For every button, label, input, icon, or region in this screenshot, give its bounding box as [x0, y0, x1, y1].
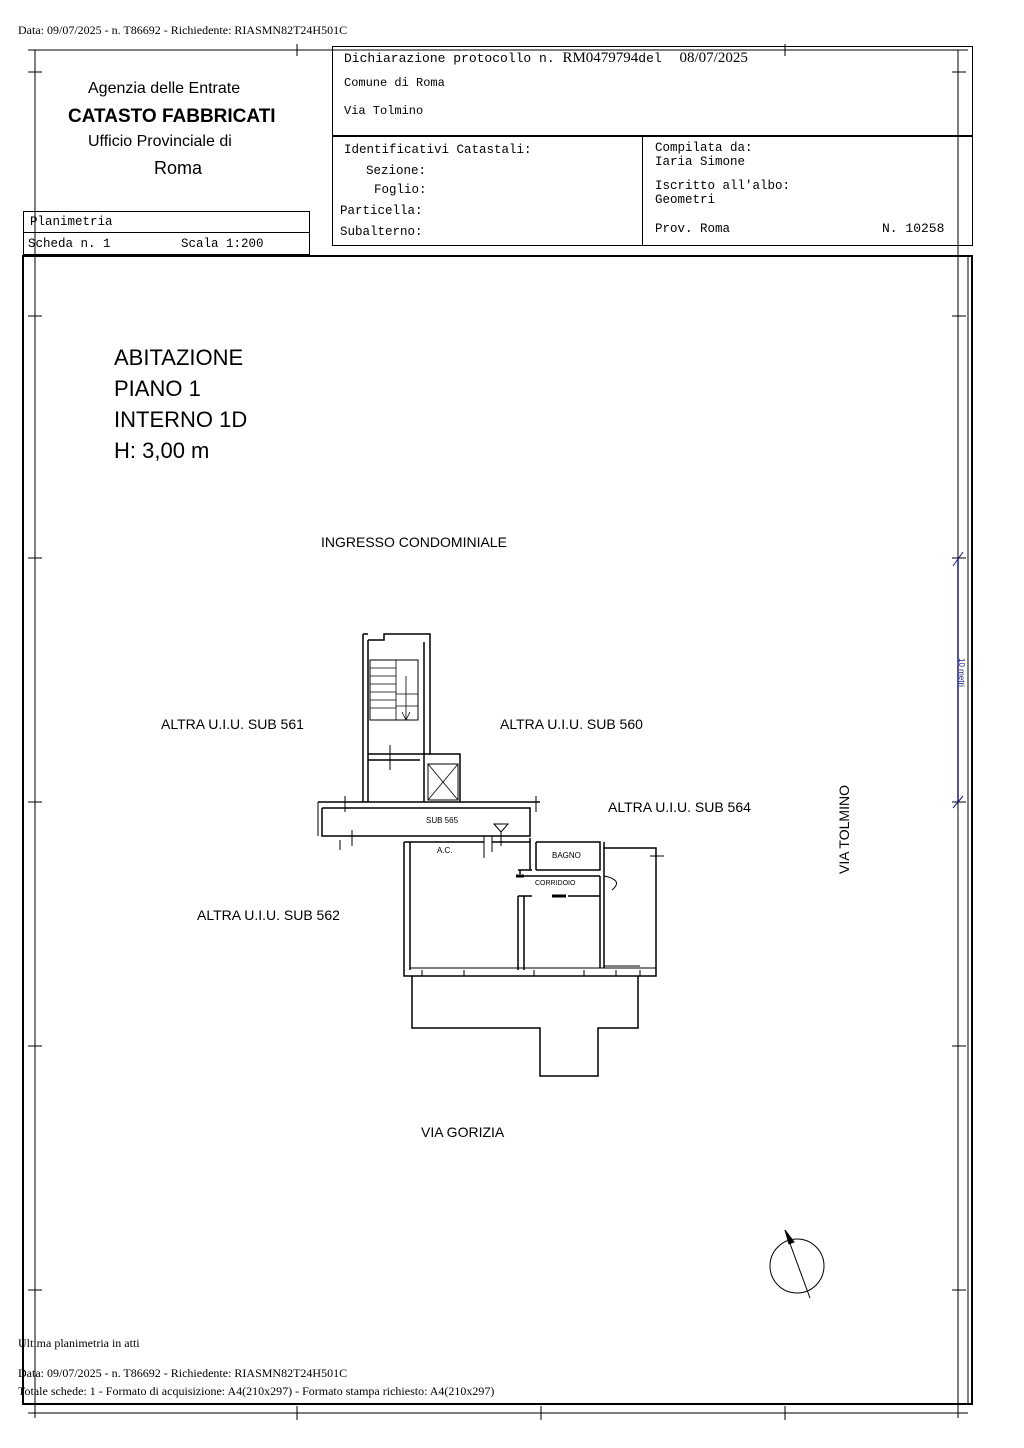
comune: Comune di Roma: [344, 76, 445, 90]
compiled-by-label: Compilata da:: [655, 141, 753, 155]
declaration-number: RM0479794: [562, 50, 639, 66]
label-sub562: ALTRA U.I.U. SUB 562: [197, 907, 340, 923]
declaration-del: del: [638, 51, 662, 66]
subalterno-label: Subalterno:: [340, 225, 423, 239]
compiler-name: Iaria Simone: [655, 155, 746, 169]
footer-totale-line: Totale schede: 1 - Formato di acquisizione: A4(210x297) - Formato stampa richiesto: A4(210x297): [18, 1384, 495, 1398]
ufficio-city: Roma: [154, 158, 203, 178]
header-request-line: Data: 09/07/2025 - n. T86692 - Richiedente: RIASMN82T24H501C: [18, 23, 348, 37]
unit-height: H: 3,00 m: [114, 438, 210, 463]
albo-label: Iscritto all'albo:: [655, 179, 791, 193]
label-sub564: ALTRA U.I.U. SUB 564: [608, 799, 751, 815]
via: Via Tolmino: [344, 104, 424, 118]
label-bagno: BAGNO: [552, 851, 581, 860]
label-sub565: SUB 565: [426, 816, 459, 825]
declaration-label: Dichiarazione protocollo n.: [344, 51, 555, 66]
agency-name: Agenzia delle Entrate: [88, 80, 241, 97]
footer-ultima: Ultima planimetria in atti: [18, 1336, 140, 1350]
north-arrow: [770, 1230, 824, 1298]
declaration-date: 08/07/2025: [679, 50, 748, 66]
sheet-type: Planimetria: [30, 215, 113, 229]
albo-value: Geometri: [655, 193, 716, 207]
label-corridoio: CORRIDOIO: [535, 880, 576, 887]
unit-interno: INTERNO 1D: [114, 407, 248, 432]
label-ac: A.C.: [437, 846, 453, 855]
foglio-label: Foglio:: [374, 183, 427, 197]
identifiers-title: Identificativi Catastali:: [344, 143, 532, 157]
label-ingresso: INGRESSO CONDOMINIALE: [321, 534, 507, 550]
particella-label: Particella:: [340, 204, 423, 218]
label-via-tolmino: VIA TOLMINO: [836, 785, 852, 874]
footer-data-line: Data: 09/07/2025 - n. T86692 - Richiedente: RIASMN82T24H501C: [18, 1366, 348, 1380]
catasto-title: CATASTO FABBRICATI: [68, 106, 276, 127]
sheet-number: Scheda n. 1: [28, 237, 111, 251]
sezione-label: Sezione:: [366, 164, 427, 178]
label-via-gorizia: VIA GORIZIA: [421, 1124, 505, 1140]
label-sub561: ALTRA U.I.U. SUB 561: [161, 716, 304, 732]
label-sub560: ALTRA U.I.U. SUB 560: [500, 716, 643, 732]
province: Prov. Roma: [655, 222, 731, 236]
sheet-scale: Scala 1:200: [181, 237, 264, 251]
unit-type: ABITAZIONE: [114, 345, 244, 370]
unit-floor: PIANO 1: [114, 376, 201, 401]
registration-number: N. 10258: [882, 221, 945, 236]
ufficio-label: Ufficio Provinciale di: [88, 133, 232, 150]
scale-bar-label: 10 metri: [957, 658, 966, 687]
